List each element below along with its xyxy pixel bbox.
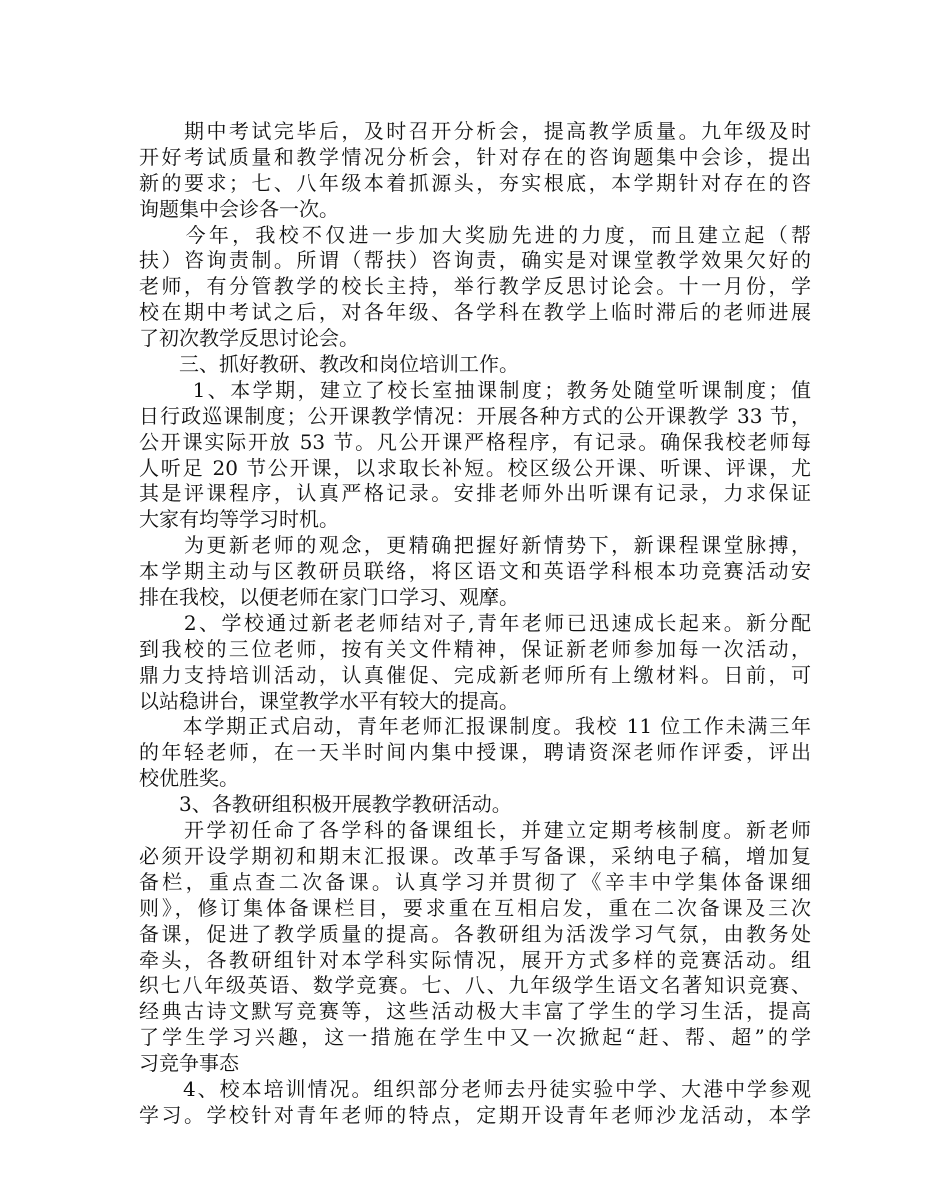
text-line: 了初次教学反思讨论会。 — [139, 326, 359, 351]
paragraph — [139, 223, 811, 352]
text-line: 本学期主动与区教研员联络，将区语文和英语学科根本功竞赛活动安 — [139, 559, 811, 584]
text-line: 为更新老师的观念，更精确把握好新情势下，新课程课堂脉搏， — [139, 533, 811, 558]
text-line: 1、本学期，建立了校长室抽课制度；教务处随堂听课制度；值 — [139, 377, 811, 402]
document-body — [139, 119, 811, 1129]
paragraph — [139, 378, 811, 533]
text-line: 则》，修订集体备课栏目，要求重在互相启发，重在二次备课及三次 — [139, 895, 811, 920]
text-line: 的年轻老师，在一天半时间内集中授课，聘请资深老师作评委，评出 — [139, 740, 811, 765]
text-line: 校优胜奖。 — [139, 766, 239, 791]
text-line: 到我校的三位老师，按有关文件精神，保证新老师参加每一次活动， — [139, 636, 811, 661]
text-line: 牵头，各教研组针对本学科实际情况，展开方式多样的竞赛活动。组 — [139, 947, 811, 972]
text-line: 必须开设学期初和期末汇报课。改革手写备课，采纳电子稿，增加复 — [139, 843, 811, 868]
text-line: 人听足 20 节公开课，以求取长补短。校区级公开课、听课、评课，尤 — [139, 455, 811, 480]
text-line: 备栏，重点查二次备课。认真学习并贯彻了《辛丰中学集体备课细 — [139, 869, 811, 894]
text-line: 开学初任命了各学科的备课组长，并建立定期考核制度。新老师 — [139, 818, 811, 843]
paragraph — [139, 714, 811, 792]
text-line: 排在我校，以便老师在家门口学习、观摩。 — [139, 585, 519, 610]
text-line: 鼎力支持培训活动，认真催促、完成新老师所有上缴材料。日前，可 — [139, 662, 811, 687]
text-line: 扶）咨询责制。所谓（帮扶）咨询责，确实是对课堂教学效果欠好的 — [139, 248, 811, 273]
text-line: 本学期正式启动，青年老师汇报课制度。我校 11 位工作未满三年 — [139, 714, 811, 739]
text-line: 以站稳讲台，课堂教学水平有较大的提高。 — [139, 688, 519, 713]
paragraph — [139, 533, 811, 611]
paragraph — [139, 818, 811, 1077]
text-line: 日行政巡课制度；公开课教学情况：开展各种方式的公开课教学 33 节， — [139, 403, 811, 428]
paragraph — [139, 119, 811, 223]
text-line: 新的要求；七、八年级本着抓源头，夯实根底，本学期针对存在的咨 — [139, 170, 811, 195]
text-line: 询题集中会诊各一次。 — [139, 196, 339, 221]
paragraph — [139, 792, 811, 818]
text-line: 经典古诗文默写竞赛等，这些活动极大丰富了学生的学习生活，提高 — [139, 999, 811, 1024]
text-line: 2、学校通过新老老师结对子,青年老师已迅速成长起来。新分配 — [139, 610, 811, 635]
paragraph — [139, 352, 811, 378]
text-line: 期中考试完毕后，及时召开分析会，提高教学质量。九年级及时 — [139, 119, 811, 143]
text-line: 公开课实际开放 53 节。凡公开课严格程序，有记录。确保我校老师每 — [139, 429, 811, 454]
text-line: 其是评课程序，认真严格记录。安排老师外出听课有记录，力求保证 — [139, 481, 811, 506]
text-line: 备课，促进了教学质量的提高。各教研组为活泼学习气氛，由教务处 — [139, 921, 811, 946]
text-line: 开好考试质量和教学情况分析会，针对存在的咨询题集中会诊，提出 — [139, 144, 811, 169]
paragraph — [139, 1077, 811, 1129]
text-line: 了学生学习兴趣，这一措施在学生中又一次掀起“赶、帮、超”的学 — [139, 1025, 811, 1050]
text-line: 三、抓好教研、教改和岗位培训工作。 — [139, 352, 519, 377]
text-line: 习竞争事态 — [139, 1051, 239, 1076]
text-line: 3、各教研组积极开展教学教研活动。 — [139, 792, 512, 817]
paragraph — [139, 611, 811, 715]
text-line: 学习。学校针对青年老师的特点，定期开设青年老师沙龙活动，本学 — [139, 1102, 811, 1127]
text-line: 4、校本培训情况。组织部分老师去丹徒实验中学、大港中学参观 — [139, 1076, 811, 1101]
text-line: 织七八年级英语、数学竞赛。七、八、九年级学生语文名著知识竞赛、 — [139, 973, 811, 998]
text-line: 大家有均等学习时机。 — [139, 507, 339, 532]
text-line: 校在期中考试之后，对各年级、各学科在教学上临时滞后的老师进展 — [139, 300, 811, 325]
text-line: 今年，我校不仅进一步加大奖励先进的力度，而且建立起（帮 — [139, 222, 811, 247]
text-line: 老师，有分管教学的校长主持，举行教学反思讨论会。十一月份，学 — [139, 274, 811, 299]
